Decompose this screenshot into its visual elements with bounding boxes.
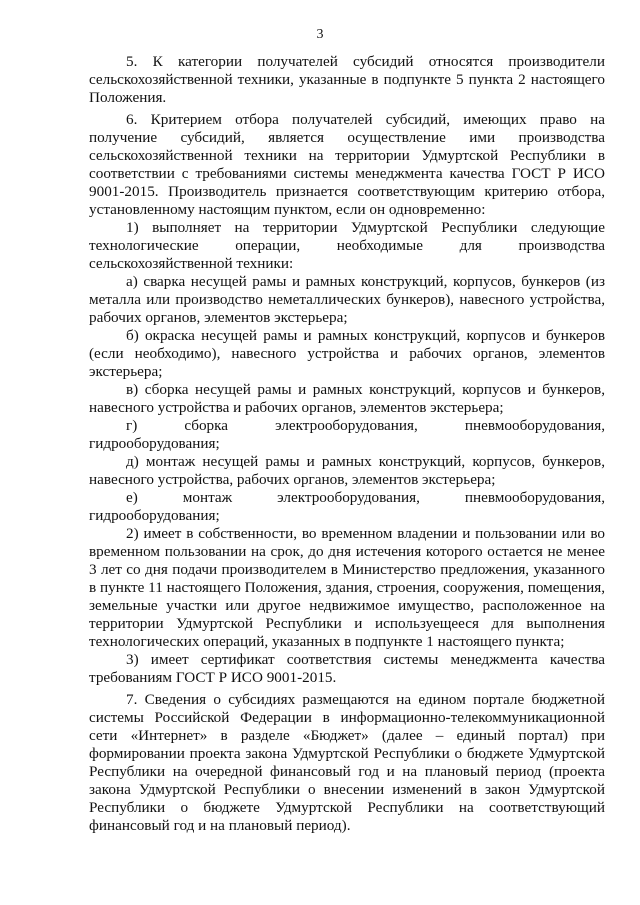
subitem-1a: а) сварка несущей рамы и рамных конструкций, корпусов, бункеров (из металла или производство неметаллических бункеров), навесного устройства, рабочих органов, элементов экстерьера;: [89, 273, 605, 326]
document-body: [89, 53, 605, 835]
subitem-1: 1) выполняет на территории Удмуртской Республики следующие технологические операции, необходимые для производства сельскохозяйственной техники:: [89, 219, 605, 272]
paragraph-7: 7. Сведения о субсидиях размещаются на едином портале бюджетной системы Российской Федерации в информационно-телекоммуникационной сети «Интернет» в разделе «Бюджет» (далее – единый портал) при формировании проекта закона Удмуртской Республики о бюджете Удмуртской Республики на очередной финансовый год и на плановый период (проекта закона Удмуртской Республики о внесении изменений в закон Удмуртской Республики о бюджете Удмуртской Республики на соответствующий финансовый год и на плановый период).: [89, 691, 605, 834]
subitem-1v: в) сборка несущей рамы и рамных конструкций, корпусов и бункеров, навесного устройства и рабочих органов, элементов экстерьера;: [89, 381, 605, 416]
paragraph-6: 6. Критерием отбора получателей субсидий, имеющих право на получение субсидий, является осуществление ими производства сельскохозяйственной техники на территории Удмуртской Республики в соответствии с требованиями системы менеджмента качества ГОСТ Р ИСО 9001-2015. Производитель признается соответствующим критерию отбора, установленному настоящим пунктом, если он одновременно:: [89, 111, 605, 218]
subitem-1d: д) монтаж несущей рамы и рамных конструкций, корпусов, бункеров, навесного устройства, рабочих органов, элементов экстерьера;: [89, 453, 605, 488]
subitem-3: 3) имеет сертификат соответствия системы менеджмента качества требованиям ГОСТ Р ИСО 9001-2015.: [89, 651, 605, 686]
subitem-1g: г) сборка электрооборудования, пневмооборудования, гидрооборудования;: [89, 417, 605, 452]
subitem-1b: б) окраска несущей рамы и рамных конструкций, корпусов и бункеров (если необходимо), навесного устройства и рабочих органов, элементов экстерьера;: [89, 327, 605, 380]
page-number: 3: [316, 27, 324, 42]
subitem-1e: е) монтаж электрооборудования, пневмооборудования, гидрооборудования;: [89, 489, 605, 524]
subitem-2: 2) имеет в собственности, во временном владении и пользовании или во временном пользовании на срок, до дня истечения которого остается не менее 3 лет со дня подачи производителем в Министерство предложения, указанного в пункте 11 настоящего Положения, здания, строения, сооружения, помещения, земельные участки или другое недвижимое имущество, расположенное на территории Удмуртской Республики и используещееся для выполнения технологических операций, указанных в подпункте 1 настоящего пункта;: [89, 525, 606, 650]
paragraph-5: 5. К категории получателей субсидий относятся производители сельскохозяйственной техники, указанные в подпункте 5 пункта 2 настоящего Положения.: [89, 53, 605, 106]
